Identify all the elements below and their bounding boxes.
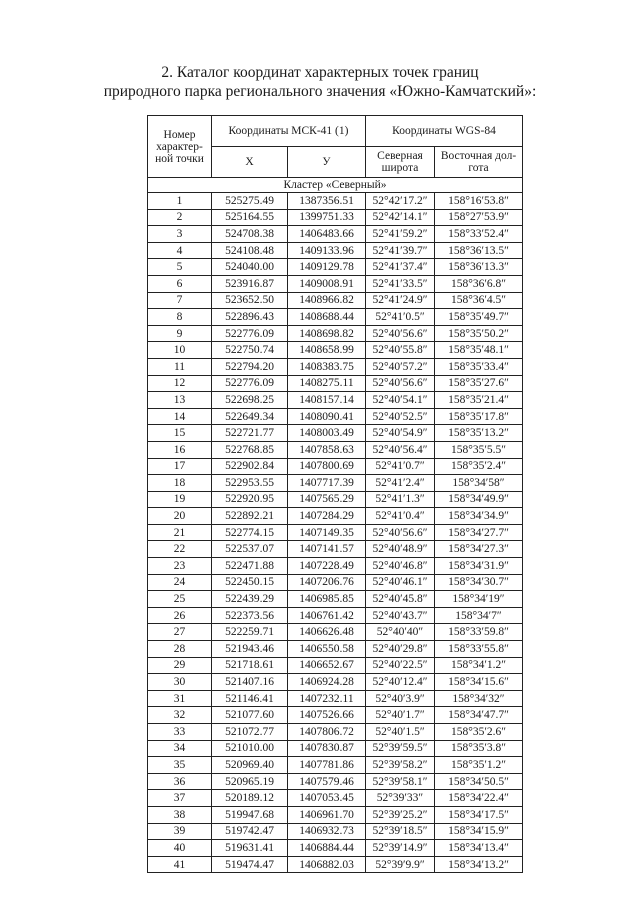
longitude-cell: 158°33′52.4″ xyxy=(435,226,523,243)
point-number-cell: 26 xyxy=(148,607,212,624)
point-number-cell: 31 xyxy=(148,690,212,707)
latitude-cell: 52°40′52.5″ xyxy=(366,408,435,425)
table-row xyxy=(148,541,523,558)
y-cell: 1406932.73 xyxy=(288,823,366,840)
point-number-cell: 8 xyxy=(148,309,212,326)
longitude-cell: 158°36′13.3″ xyxy=(435,259,523,276)
table-row xyxy=(148,408,523,425)
longitude-cell: 158°33′59.8″ xyxy=(435,624,523,641)
x-cell: 523916.87 xyxy=(212,275,288,292)
point-number-cell: 15 xyxy=(148,425,212,442)
header-wgs84: Координаты WGS-84 xyxy=(366,116,523,147)
latitude-cell: 52°40′3.9″ xyxy=(366,690,435,707)
x-cell: 522902.84 xyxy=(212,458,288,475)
longitude-cell: 158°34′15.9″ xyxy=(435,823,523,840)
table-row xyxy=(148,607,523,624)
latitude-cell: 52°42′17.2″ xyxy=(366,193,435,210)
latitude-cell: 52°41′0.5″ xyxy=(366,309,435,326)
y-cell: 1407149.35 xyxy=(288,524,366,541)
latitude-cell: 52°40′46.8″ xyxy=(366,558,435,575)
x-cell: 523652.50 xyxy=(212,292,288,309)
header-y: У xyxy=(288,147,366,178)
longitude-cell: 158°34′15.6″ xyxy=(435,674,523,691)
point-number-cell: 9 xyxy=(148,325,212,342)
y-cell: 1407781.86 xyxy=(288,757,366,774)
point-number-cell: 1 xyxy=(148,193,212,210)
table-header xyxy=(148,116,523,178)
table-row xyxy=(148,624,523,641)
latitude-cell: 52°41′59.2″ xyxy=(366,226,435,243)
longitude-cell: 158°34′13.4″ xyxy=(435,840,523,857)
table-row xyxy=(148,458,523,475)
x-cell: 522776.09 xyxy=(212,375,288,392)
table-row xyxy=(148,325,523,342)
table-row xyxy=(148,292,523,309)
longitude-cell: 158°36′4.5″ xyxy=(435,292,523,309)
point-number-cell: 29 xyxy=(148,657,212,674)
document-title xyxy=(60,63,580,101)
longitude-cell: 158°34′27.3″ xyxy=(435,541,523,558)
table-row xyxy=(148,475,523,492)
y-cell: 1408090.41 xyxy=(288,408,366,425)
table-row xyxy=(148,558,523,575)
table-row xyxy=(148,524,523,541)
x-cell: 522373.56 xyxy=(212,607,288,624)
x-cell: 522259.71 xyxy=(212,624,288,641)
table-body xyxy=(148,178,523,873)
longitude-cell: 158°35′21.4″ xyxy=(435,392,523,409)
table-row xyxy=(148,690,523,707)
x-cell: 520969.40 xyxy=(212,757,288,774)
y-cell: 1407526.66 xyxy=(288,707,366,724)
y-cell: 1408157.14 xyxy=(288,392,366,409)
point-number-cell: 40 xyxy=(148,840,212,857)
longitude-cell: 158°34′13.2″ xyxy=(435,856,523,873)
longitude-cell: 158°35′17.8″ xyxy=(435,408,523,425)
latitude-cell: 52°42′14.1″ xyxy=(366,209,435,226)
table-row xyxy=(148,724,523,741)
point-number-cell: 6 xyxy=(148,275,212,292)
latitude-cell: 52°39′59.5″ xyxy=(366,740,435,757)
x-cell: 522776.09 xyxy=(212,325,288,342)
x-cell: 521943.46 xyxy=(212,641,288,658)
longitude-cell: 158°35′1.2″ xyxy=(435,757,523,774)
longitude-cell: 158°34′27.7″ xyxy=(435,524,523,541)
x-cell: 521077.60 xyxy=(212,707,288,724)
point-number-cell: 28 xyxy=(148,641,212,658)
longitude-cell: 158°35′2.6″ xyxy=(435,724,523,741)
longitude-cell: 158°34′17.5″ xyxy=(435,806,523,823)
point-number-cell: 11 xyxy=(148,358,212,375)
x-cell: 522721.77 xyxy=(212,425,288,442)
table-row xyxy=(148,226,523,243)
latitude-cell: 52°40′1.5″ xyxy=(366,724,435,741)
y-cell: 1406483.66 xyxy=(288,226,366,243)
point-number-cell: 36 xyxy=(148,773,212,790)
latitude-cell: 52°40′55.8″ xyxy=(366,342,435,359)
table-row xyxy=(148,242,523,259)
longitude-cell: 158°35′48.1″ xyxy=(435,342,523,359)
y-cell: 1408383.75 xyxy=(288,358,366,375)
x-cell: 521718.61 xyxy=(212,657,288,674)
point-number-cell: 3 xyxy=(148,226,212,243)
x-cell: 522920.95 xyxy=(212,491,288,508)
y-cell: 1408688.44 xyxy=(288,309,366,326)
point-number-cell: 32 xyxy=(148,707,212,724)
table-row xyxy=(148,806,523,823)
title-line-1: 2. Каталог координат характерных точек границ xyxy=(161,64,479,81)
y-cell: 1409133.96 xyxy=(288,242,366,259)
latitude-cell: 52°39′9.9″ xyxy=(366,856,435,873)
latitude-cell: 52°40′56.6″ xyxy=(366,375,435,392)
table-row xyxy=(148,657,523,674)
y-cell: 1406924.28 xyxy=(288,674,366,691)
longitude-cell: 158°34′31.9″ xyxy=(435,558,523,575)
y-cell: 1407232.11 xyxy=(288,690,366,707)
x-cell: 520189.12 xyxy=(212,790,288,807)
y-cell: 1407565.29 xyxy=(288,491,366,508)
x-cell: 522471.88 xyxy=(212,558,288,575)
longitude-cell: 158°35′50.2″ xyxy=(435,325,523,342)
longitude-cell: 158°34′22.4″ xyxy=(435,790,523,807)
x-cell: 525164.55 xyxy=(212,209,288,226)
latitude-cell: 52°41′37.4″ xyxy=(366,259,435,276)
y-cell: 1407141.57 xyxy=(288,541,366,558)
table-row xyxy=(148,209,523,226)
x-cell: 524108.48 xyxy=(212,242,288,259)
point-number-cell: 4 xyxy=(148,242,212,259)
y-cell: 1407284.29 xyxy=(288,508,366,525)
y-cell: 1387356.51 xyxy=(288,193,366,210)
latitude-cell: 52°40′54.9″ xyxy=(366,425,435,442)
longitude-cell: 158°35′33.4″ xyxy=(435,358,523,375)
x-cell: 522768.85 xyxy=(212,441,288,458)
x-cell: 521010.00 xyxy=(212,740,288,757)
x-cell: 521072.77 xyxy=(212,724,288,741)
latitude-cell: 52°40′57.2″ xyxy=(366,358,435,375)
x-cell: 522774.15 xyxy=(212,524,288,541)
x-cell: 521407.16 xyxy=(212,674,288,691)
x-cell: 524708.38 xyxy=(212,226,288,243)
x-cell: 521146.41 xyxy=(212,690,288,707)
table-row xyxy=(148,441,523,458)
longitude-cell: 158°34′47.7″ xyxy=(435,707,523,724)
x-cell: 524040.00 xyxy=(212,259,288,276)
table-row xyxy=(148,309,523,326)
latitude-cell: 52°39′58.1″ xyxy=(366,773,435,790)
table-row xyxy=(148,342,523,359)
latitude-cell: 52°39′14.9″ xyxy=(366,840,435,857)
latitude-cell: 52°40′56.4″ xyxy=(366,441,435,458)
table-row xyxy=(148,740,523,757)
longitude-cell: 158°36′6.8″ xyxy=(435,275,523,292)
table-row xyxy=(148,707,523,724)
longitude-cell: 158°34′19″ xyxy=(435,591,523,608)
longitude-cell: 158°35′3.8″ xyxy=(435,740,523,757)
x-cell: 522698.25 xyxy=(212,392,288,409)
y-cell: 1407800.69 xyxy=(288,458,366,475)
coordinates-table xyxy=(147,115,523,873)
point-number-cell: 18 xyxy=(148,475,212,492)
table-row xyxy=(148,275,523,292)
latitude-cell: 52°40′43.7″ xyxy=(366,607,435,624)
y-cell: 1406652.67 xyxy=(288,657,366,674)
header-longitude: Восточная дол-гота xyxy=(435,147,523,178)
x-cell: 522537.07 xyxy=(212,541,288,558)
longitude-cell: 158°16′53.8″ xyxy=(435,193,523,210)
x-cell: 520965.19 xyxy=(212,773,288,790)
point-number-cell: 37 xyxy=(148,790,212,807)
point-number-cell: 7 xyxy=(148,292,212,309)
x-cell: 522649.34 xyxy=(212,408,288,425)
y-cell: 1409008.91 xyxy=(288,275,366,292)
point-number-cell: 27 xyxy=(148,624,212,641)
latitude-cell: 52°40′48.9″ xyxy=(366,541,435,558)
table-row xyxy=(148,790,523,807)
x-cell: 522892.21 xyxy=(212,508,288,525)
y-cell: 1408698.82 xyxy=(288,325,366,342)
latitude-cell: 52°39′33″ xyxy=(366,790,435,807)
longitude-cell: 158°34′1.2″ xyxy=(435,657,523,674)
point-number-cell: 19 xyxy=(148,491,212,508)
longitude-cell: 158°36′13.5″ xyxy=(435,242,523,259)
longitude-cell: 158°34′30.7″ xyxy=(435,574,523,591)
title-line-2: природного парка регионального значения «Южно-Камчатский»: xyxy=(103,83,537,100)
table-row xyxy=(148,425,523,442)
cluster-label: Кластер «Северный» xyxy=(148,178,523,193)
x-cell: 522450.15 xyxy=(212,574,288,591)
y-cell: 1408966.82 xyxy=(288,292,366,309)
longitude-cell: 158°35′27.6″ xyxy=(435,375,523,392)
table-row xyxy=(148,773,523,790)
header-point-number: Номер характер-ной точки xyxy=(148,116,212,178)
longitude-cell: 158°34′7″ xyxy=(435,607,523,624)
point-number-cell: 10 xyxy=(148,342,212,359)
table-row xyxy=(148,375,523,392)
table-row xyxy=(148,856,523,873)
table-row xyxy=(148,641,523,658)
y-cell: 1407806.72 xyxy=(288,724,366,741)
x-cell: 522439.29 xyxy=(212,591,288,608)
y-cell: 1407717.39 xyxy=(288,475,366,492)
table-row xyxy=(148,392,523,409)
longitude-cell: 158°35′2.4″ xyxy=(435,458,523,475)
point-number-cell: 2 xyxy=(148,209,212,226)
x-cell: 519474.47 xyxy=(212,856,288,873)
x-cell: 522750.74 xyxy=(212,342,288,359)
point-number-cell: 33 xyxy=(148,724,212,741)
latitude-cell: 52°39′58.2″ xyxy=(366,757,435,774)
longitude-cell: 158°34′49.9″ xyxy=(435,491,523,508)
latitude-cell: 52°41′0.4″ xyxy=(366,508,435,525)
table-row xyxy=(148,674,523,691)
y-cell: 1407228.49 xyxy=(288,558,366,575)
y-cell: 1407579.46 xyxy=(288,773,366,790)
point-number-cell: 39 xyxy=(148,823,212,840)
longitude-cell: 158°34′32″ xyxy=(435,690,523,707)
header-latitude: Северная широта xyxy=(366,147,435,178)
point-number-cell: 38 xyxy=(148,806,212,823)
point-number-cell: 41 xyxy=(148,856,212,873)
latitude-cell: 52°40′46.1″ xyxy=(366,574,435,591)
latitude-cell: 52°41′39.7″ xyxy=(366,242,435,259)
latitude-cell: 52°41′1.3″ xyxy=(366,491,435,508)
longitude-cell: 158°27′53.9″ xyxy=(435,209,523,226)
latitude-cell: 52°41′24.9″ xyxy=(366,292,435,309)
point-number-cell: 5 xyxy=(148,259,212,276)
x-cell: 519631.41 xyxy=(212,840,288,857)
latitude-cell: 52°41′33.5″ xyxy=(366,275,435,292)
table-row xyxy=(148,757,523,774)
latitude-cell: 52°40′40″ xyxy=(366,624,435,641)
longitude-cell: 158°34′58″ xyxy=(435,475,523,492)
x-cell: 522953.55 xyxy=(212,475,288,492)
point-number-cell: 35 xyxy=(148,757,212,774)
point-number-cell: 17 xyxy=(148,458,212,475)
latitude-cell: 52°40′45.8″ xyxy=(366,591,435,608)
y-cell: 1406626.48 xyxy=(288,624,366,641)
latitude-cell: 52°40′56.6″ xyxy=(366,524,435,541)
point-number-cell: 14 xyxy=(148,408,212,425)
table-row xyxy=(148,823,523,840)
table-row xyxy=(148,193,523,210)
point-number-cell: 22 xyxy=(148,541,212,558)
latitude-cell: 52°40′29.8″ xyxy=(366,641,435,658)
latitude-cell: 52°41′2.4″ xyxy=(366,475,435,492)
point-number-cell: 21 xyxy=(148,524,212,541)
latitude-cell: 52°40′12.4″ xyxy=(366,674,435,691)
point-number-cell: 30 xyxy=(148,674,212,691)
point-number-cell: 16 xyxy=(148,441,212,458)
header-msk41: Координаты МСК-41 (1) xyxy=(212,116,366,147)
y-cell: 1407206.76 xyxy=(288,574,366,591)
longitude-cell: 158°35′49.7″ xyxy=(435,309,523,326)
longitude-cell: 158°34′50.5″ xyxy=(435,773,523,790)
table-row xyxy=(148,840,523,857)
table-row xyxy=(148,358,523,375)
y-cell: 1406961.70 xyxy=(288,806,366,823)
point-number-cell: 25 xyxy=(148,591,212,608)
y-cell: 1407830.87 xyxy=(288,740,366,757)
y-cell: 1408658.99 xyxy=(288,342,366,359)
latitude-cell: 52°41′0.7″ xyxy=(366,458,435,475)
point-number-cell: 12 xyxy=(148,375,212,392)
point-number-cell: 23 xyxy=(148,558,212,575)
x-cell: 522896.43 xyxy=(212,309,288,326)
y-cell: 1406884.44 xyxy=(288,840,366,857)
table-row xyxy=(148,491,523,508)
y-cell: 1406761.42 xyxy=(288,607,366,624)
y-cell: 1407053.45 xyxy=(288,790,366,807)
point-number-cell: 34 xyxy=(148,740,212,757)
y-cell: 1408275.11 xyxy=(288,375,366,392)
x-cell: 522794.20 xyxy=(212,358,288,375)
latitude-cell: 52°40′1.7″ xyxy=(366,707,435,724)
y-cell: 1407858.63 xyxy=(288,441,366,458)
table-row xyxy=(148,259,523,276)
latitude-cell: 52°39′25.2″ xyxy=(366,806,435,823)
latitude-cell: 52°40′56.6″ xyxy=(366,325,435,342)
longitude-cell: 158°33′55.8″ xyxy=(435,641,523,658)
point-number-cell: 24 xyxy=(148,574,212,591)
y-cell: 1406550.58 xyxy=(288,641,366,658)
x-cell: 519742.47 xyxy=(212,823,288,840)
longitude-cell: 158°35′5.5″ xyxy=(435,441,523,458)
table-row xyxy=(148,591,523,608)
latitude-cell: 52°40′22.5″ xyxy=(366,657,435,674)
x-cell: 525275.49 xyxy=(212,193,288,210)
longitude-cell: 158°35′13.2″ xyxy=(435,425,523,442)
x-cell: 519947.68 xyxy=(212,806,288,823)
table-row xyxy=(148,508,523,525)
table-row xyxy=(148,574,523,591)
latitude-cell: 52°40′54.1″ xyxy=(366,392,435,409)
longitude-cell: 158°34′34.9″ xyxy=(435,508,523,525)
y-cell: 1406882.03 xyxy=(288,856,366,873)
header-x: X xyxy=(212,147,288,178)
point-number-cell: 20 xyxy=(148,508,212,525)
y-cell: 1399751.33 xyxy=(288,209,366,226)
point-number-cell: 13 xyxy=(148,392,212,409)
latitude-cell: 52°39′18.5″ xyxy=(366,823,435,840)
y-cell: 1409129.78 xyxy=(288,259,366,276)
y-cell: 1406985.85 xyxy=(288,591,366,608)
y-cell: 1408003.49 xyxy=(288,425,366,442)
